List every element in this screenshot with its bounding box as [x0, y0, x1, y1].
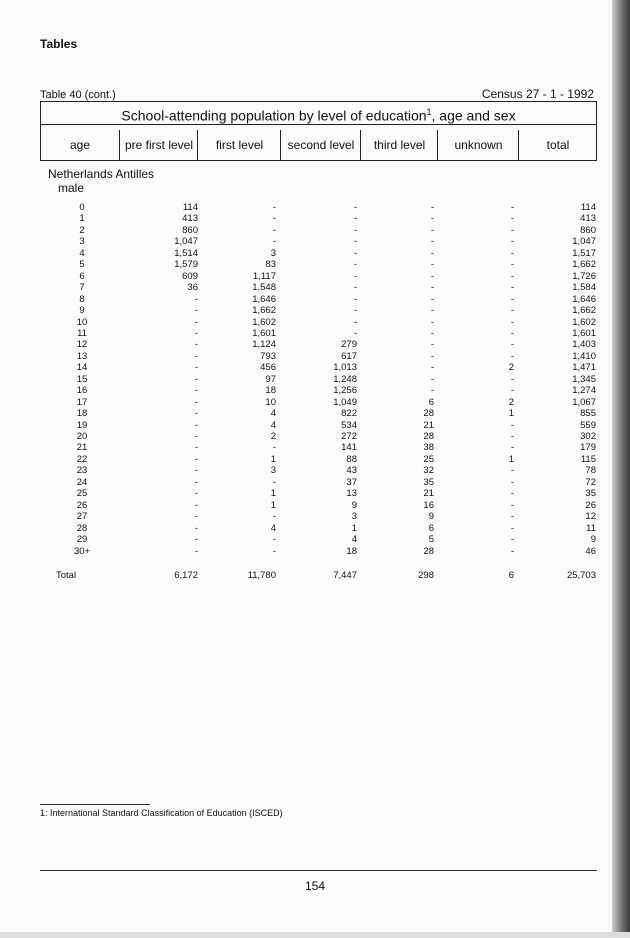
- cell-pre-first-level: 1,047: [174, 236, 198, 248]
- cell-third-level: -: [430, 385, 434, 397]
- cell-second-level: -: [353, 327, 357, 339]
- title-text: School-attending population by level of education: [121, 107, 427, 124]
- cell-age: 29: [76, 534, 88, 546]
- cell-first-level: 3: [270, 465, 276, 477]
- cell-third-level: -: [430, 282, 434, 294]
- cell-pre-first-level: -: [194, 419, 198, 431]
- cell-third-level: -: [430, 202, 434, 213]
- cell-third-level: -: [430, 305, 434, 317]
- cell-age: 26: [76, 499, 88, 511]
- cell-total: 12: [585, 511, 596, 523]
- cell-total: 1,047: [572, 236, 596, 248]
- cell-age: 10: [76, 316, 88, 328]
- cell-total: 302: [580, 431, 596, 442]
- sex-label: male: [58, 181, 85, 195]
- cell-first-level: -: [272, 476, 276, 488]
- cell-age: 14: [76, 362, 88, 374]
- cell-pre-first-level: 1,514: [174, 247, 198, 259]
- cell-first-level: -: [272, 202, 276, 213]
- cell-second-level: 272: [341, 431, 357, 442]
- cell-total: 855: [580, 408, 596, 420]
- cell-second-level: 3: [351, 511, 357, 523]
- cell-second-level: -: [353, 293, 357, 305]
- cell-unknown: -: [510, 316, 514, 328]
- cell-total: 46: [585, 545, 596, 557]
- cell-first-level: -: [272, 511, 276, 523]
- cell-total: 1,602: [572, 316, 596, 328]
- cell-age: 5: [79, 259, 85, 271]
- cell-pre-first-level: -: [194, 476, 198, 488]
- cell-first-level: 1: [270, 499, 276, 511]
- cell-first-level: 1,548: [252, 282, 276, 294]
- cell-pre-first-level: -: [194, 362, 198, 374]
- cell-third-level: 16: [423, 499, 434, 511]
- cell-second-level: 37: [346, 476, 357, 488]
- cell-third-level: 28: [423, 408, 434, 420]
- cell-unknown: -: [510, 465, 514, 477]
- cell-second-level: -: [353, 236, 357, 248]
- cell-third-level: -: [430, 350, 434, 362]
- cell-total: 35: [585, 488, 596, 500]
- cell-unknown: 1: [508, 408, 514, 420]
- footnote-ref: 1: [426, 107, 432, 117]
- cell-unknown: 2: [508, 396, 514, 408]
- total-cell-third-level: 298: [418, 570, 434, 581]
- cell-second-level: 88: [346, 453, 357, 465]
- cell-unknown: -: [510, 247, 514, 259]
- cell-second-level: 1,049: [333, 396, 357, 408]
- footnote: 1: International Standard Classification of Education (ISCED): [40, 808, 283, 818]
- cell-second-level: 1: [351, 522, 357, 534]
- cell-second-level: -: [353, 247, 357, 259]
- cell-total: 78: [585, 465, 596, 477]
- cell-unknown: -: [510, 476, 514, 488]
- cell-total: 1,584: [572, 282, 596, 294]
- cell-second-level: 1,248: [333, 373, 357, 385]
- cell-first-level: 4: [270, 522, 276, 534]
- cell-unknown: -: [510, 202, 514, 213]
- cell-pre-first-level: -: [194, 385, 198, 397]
- cell-pre-first-level: -: [194, 465, 198, 477]
- cell-third-level: -: [430, 224, 434, 236]
- cell-pre-first-level: -: [194, 499, 198, 511]
- table-label: Table 40 (cont.): [40, 89, 116, 101]
- cell-pre-first-level: -: [194, 453, 198, 465]
- cell-unknown: -: [510, 236, 514, 248]
- cell-age: 30+: [73, 545, 91, 557]
- cell-unknown: 1: [508, 453, 514, 465]
- cell-first-level: -: [272, 236, 276, 248]
- cell-pre-first-level: -: [194, 396, 198, 408]
- cell-age: 15: [76, 373, 88, 385]
- cell-third-level: 35: [423, 476, 434, 488]
- cell-pre-first-level: -: [194, 339, 198, 351]
- cell-unknown: -: [510, 385, 514, 397]
- cell-third-level: -: [430, 316, 434, 328]
- cell-second-level: -: [353, 270, 357, 282]
- col-unknown: unknown: [437, 130, 519, 160]
- cell-unknown: -: [510, 224, 514, 236]
- cell-first-level: 4: [270, 408, 276, 420]
- cell-total: 115: [580, 453, 596, 465]
- total-cell-second-level: 7,447: [333, 570, 357, 581]
- cell-first-level: 3: [270, 247, 276, 259]
- cell-third-level: 28: [423, 431, 434, 442]
- cell-second-level: 1,256: [333, 385, 357, 397]
- cell-second-level: 4: [351, 534, 357, 546]
- cell-second-level: 18: [346, 545, 357, 557]
- cell-unknown: -: [510, 431, 514, 442]
- cell-unknown: -: [510, 293, 514, 305]
- cell-pre-first-level: -: [194, 293, 198, 305]
- cell-third-level: 21: [423, 419, 434, 431]
- page-edge: [612, 0, 630, 938]
- cell-second-level: -: [353, 316, 357, 328]
- cell-pre-first-level: 413: [182, 213, 198, 225]
- cell-total: 26: [585, 499, 596, 511]
- cell-second-level: 822: [341, 408, 357, 420]
- col-total: total: [518, 130, 597, 160]
- cell-pre-first-level: -: [194, 316, 198, 328]
- cell-unknown: -: [510, 545, 514, 557]
- cell-total: 1,471: [572, 362, 596, 374]
- cell-total: 11: [586, 522, 596, 534]
- cell-third-level: 6: [428, 396, 434, 408]
- cell-age: 8: [79, 293, 85, 305]
- cell-age: 4: [79, 247, 85, 259]
- cell-total: 1,067: [572, 396, 596, 408]
- cell-age: 16: [76, 385, 88, 397]
- cell-total: 1,517: [572, 247, 596, 259]
- cell-unknown: -: [510, 534, 514, 546]
- cell-first-level: 793: [260, 350, 276, 362]
- col-third-level: third level: [360, 130, 438, 160]
- cell-total: 114: [580, 202, 596, 213]
- cell-total: 860: [580, 224, 596, 236]
- col-pre-first-level: pre first level: [119, 130, 198, 160]
- cell-pre-first-level: 860: [182, 224, 198, 236]
- cell-pre-first-level: -: [194, 522, 198, 534]
- cell-second-level: 141: [341, 442, 357, 454]
- cell-total: 559: [580, 419, 596, 431]
- cell-age: 12: [76, 339, 88, 351]
- footnote-divider: [40, 804, 150, 805]
- cell-pre-first-level: 609: [182, 270, 198, 282]
- cell-age: 25: [76, 488, 88, 500]
- cell-unknown: -: [510, 511, 514, 523]
- title-suffix: , age and sex: [431, 107, 516, 124]
- col-first-level: first level: [197, 130, 281, 160]
- cell-third-level: -: [430, 270, 434, 282]
- cell-total: 1,646: [572, 293, 596, 305]
- cell-first-level: 1,646: [252, 293, 276, 305]
- cell-second-level: -: [353, 282, 357, 294]
- cell-third-level: 21: [423, 488, 434, 500]
- census-date: Census 27 - 1 - 1992: [481, 87, 594, 101]
- cell-third-level: 32: [423, 465, 434, 477]
- cell-third-level: 38: [423, 442, 434, 454]
- cell-age: 9: [79, 305, 85, 317]
- cell-first-level: 83: [265, 259, 276, 271]
- cell-first-level: 1,602: [252, 316, 276, 328]
- cell-pre-first-level: -: [194, 305, 198, 317]
- cell-unknown: -: [510, 339, 514, 351]
- cell-total: 1,274: [572, 385, 596, 397]
- col-age: age: [69, 138, 91, 152]
- cell-unknown: 2: [508, 362, 514, 374]
- cell-total: 1,410: [572, 350, 596, 362]
- cell-total: 1,345: [572, 373, 596, 385]
- running-header: Tables: [40, 37, 78, 51]
- cell-first-level: -: [272, 534, 276, 546]
- cell-second-level: -: [353, 213, 357, 225]
- cell-age: 6: [79, 270, 85, 282]
- cell-unknown: -: [510, 373, 514, 385]
- cell-age: 21: [76, 442, 88, 454]
- cell-pre-first-level: -: [194, 408, 198, 420]
- cell-second-level: 617: [341, 350, 357, 362]
- cell-third-level: 6: [428, 522, 434, 534]
- cell-age: 27: [76, 511, 88, 523]
- total-cell-age: Total: [56, 570, 77, 581]
- cell-first-level: 4: [270, 419, 276, 431]
- cell-third-level: 28: [423, 545, 434, 557]
- cell-first-level: 1,662: [252, 305, 276, 317]
- total-cell-pre-first-level: 6,172: [174, 570, 198, 581]
- col-second-level: second level: [280, 130, 361, 160]
- cell-total: 1,662: [572, 305, 596, 317]
- cell-total: 1,662: [572, 259, 596, 271]
- page-number: 154: [304, 879, 326, 893]
- cell-unknown: -: [510, 213, 514, 225]
- cell-total: 1,601: [572, 327, 596, 339]
- cell-age: 23: [76, 465, 88, 477]
- cell-age: 20: [76, 431, 88, 442]
- cell-unknown: -: [510, 499, 514, 511]
- cell-third-level: -: [430, 247, 434, 259]
- cell-first-level: 1: [270, 488, 276, 500]
- cell-first-level: 10: [265, 396, 276, 408]
- cell-unknown: -: [510, 270, 514, 282]
- table-title: [40, 101, 597, 125]
- cell-pre-first-level: 36: [187, 282, 198, 294]
- cell-age: 17: [76, 396, 88, 408]
- cell-second-level: 13: [346, 488, 357, 500]
- cell-total: 1,403: [572, 339, 596, 351]
- cell-second-level: 1,013: [333, 362, 357, 374]
- cell-pre-first-level: -: [194, 534, 198, 546]
- cell-third-level: 25: [423, 453, 434, 465]
- cell-total: 9: [590, 534, 596, 546]
- cell-first-level: 1,117: [252, 270, 276, 282]
- cell-pre-first-level: -: [194, 327, 198, 339]
- cell-unknown: -: [510, 522, 514, 534]
- cell-unknown: -: [510, 259, 514, 271]
- cell-age: 3: [79, 236, 85, 248]
- cell-pre-first-level: -: [194, 431, 198, 442]
- cell-unknown: -: [510, 327, 514, 339]
- cell-pre-first-level: -: [194, 442, 198, 454]
- footer-divider: [40, 870, 597, 871]
- cell-third-level: -: [430, 373, 434, 385]
- cell-unknown: -: [510, 442, 514, 454]
- cell-unknown: -: [510, 350, 514, 362]
- cell-pre-first-level: -: [194, 545, 198, 557]
- cell-first-level: -: [272, 545, 276, 557]
- cell-first-level: 97: [265, 373, 276, 385]
- cell-age: 24: [76, 476, 88, 488]
- cell-pre-first-level: -: [194, 350, 198, 362]
- cell-second-level: 534: [341, 419, 357, 431]
- cell-age: 0: [79, 202, 85, 213]
- total-cell-unknown: 6: [508, 570, 514, 581]
- cell-second-level: 43: [346, 465, 357, 477]
- cell-third-level: -: [430, 327, 434, 339]
- cell-second-level: -: [353, 259, 357, 271]
- cell-age: 2: [79, 224, 85, 236]
- cell-first-level: -: [272, 442, 276, 454]
- cell-first-level: 1: [270, 453, 276, 465]
- cell-third-level: 9: [428, 511, 434, 523]
- cell-second-level: -: [353, 202, 357, 213]
- cell-age: 22: [76, 453, 88, 465]
- cell-age: 28: [76, 522, 88, 534]
- cell-pre-first-level: -: [194, 373, 198, 385]
- cell-third-level: 5: [428, 534, 434, 546]
- total-cell-first-level: 11,780: [247, 570, 276, 581]
- cell-third-level: -: [430, 293, 434, 305]
- cell-age: 7: [79, 282, 85, 294]
- cell-third-level: -: [430, 339, 434, 351]
- cell-total: 413: [580, 213, 596, 225]
- cell-pre-first-level: -: [194, 511, 198, 523]
- cell-unknown: -: [510, 282, 514, 294]
- cell-age: 13: [76, 350, 88, 362]
- cell-pre-first-level: 114: [182, 202, 198, 213]
- cell-third-level: -: [430, 259, 434, 271]
- cell-total: 1,726: [572, 270, 596, 282]
- cell-first-level: 1,124: [252, 339, 276, 351]
- cell-first-level: -: [272, 213, 276, 225]
- cell-first-level: 456: [260, 362, 276, 374]
- total-cell-total: 25,703: [566, 570, 596, 581]
- cell-age: 19: [76, 419, 88, 431]
- cell-age: 1: [79, 213, 85, 225]
- cell-third-level: -: [430, 236, 434, 248]
- cell-third-level: -: [430, 213, 434, 225]
- cell-unknown: -: [510, 305, 514, 317]
- cell-age: 11: [77, 327, 87, 339]
- cell-pre-first-level: -: [194, 488, 198, 500]
- cell-first-level: 18: [265, 385, 276, 397]
- cell-second-level: 9: [351, 499, 357, 511]
- cell-unknown: -: [510, 488, 514, 500]
- cell-first-level: 1,601: [252, 327, 276, 339]
- cell-third-level: -: [430, 362, 434, 374]
- page-edge-bottom: [0, 932, 630, 938]
- cell-second-level: 279: [341, 339, 357, 351]
- cell-unknown: -: [510, 419, 514, 431]
- cell-total: 72: [585, 476, 596, 488]
- cell-second-level: -: [353, 305, 357, 317]
- cell-pre-first-level: 1,579: [174, 259, 198, 271]
- cell-age: 18: [76, 408, 88, 420]
- cell-second-level: -: [353, 224, 357, 236]
- cell-total: 179: [580, 442, 596, 454]
- cell-first-level: -: [272, 224, 276, 236]
- region-label: Netherlands Antilles: [48, 167, 155, 181]
- cell-first-level: 2: [270, 431, 276, 442]
